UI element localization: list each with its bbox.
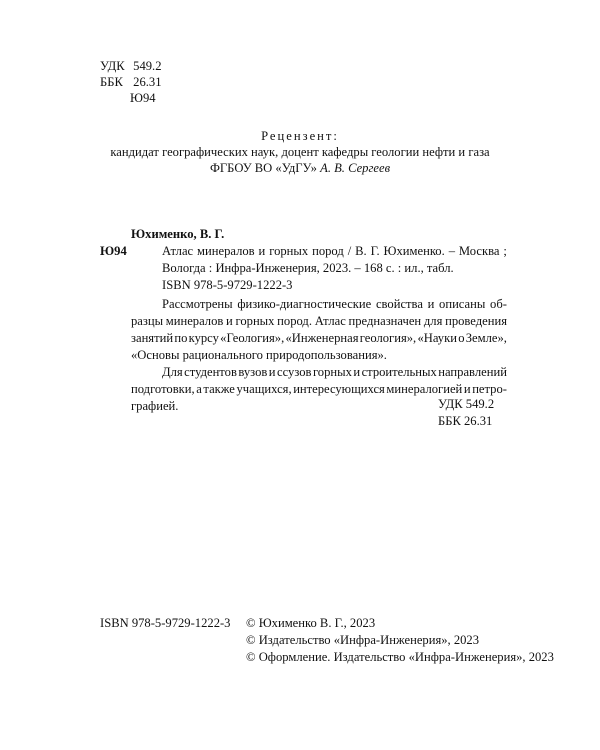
udk-label: УДК xyxy=(100,59,125,73)
annotation-line xyxy=(131,313,507,330)
word: для xyxy=(423,314,443,328)
reviewer-name: А. В. Сергеев xyxy=(320,161,391,175)
catalog-author: Юхименко, В. Г. xyxy=(131,227,225,241)
bbk-classification xyxy=(100,74,162,91)
word: вузов xyxy=(238,365,268,379)
word: пород. xyxy=(277,314,312,328)
copyright-author: © Юхименко В. Г., 2023 xyxy=(246,616,376,630)
word: занятий xyxy=(131,331,174,345)
catalog-title-line xyxy=(162,243,507,260)
catalog-publication-line: Вологда : Инфра-Инженерия, 2023. – 168 с. : ил., табл. xyxy=(162,261,454,275)
word: горных xyxy=(269,244,309,258)
word: Рассмотрены xyxy=(162,297,233,311)
word: о xyxy=(458,331,465,345)
word: разцы xyxy=(131,314,164,328)
word: предназначен xyxy=(348,314,422,328)
right-bbk: ББК 26.31 xyxy=(438,414,493,428)
annotation-line xyxy=(131,296,507,313)
word: В. xyxy=(355,244,367,258)
word: «Инженерная xyxy=(285,331,359,345)
bbk-label: ББК xyxy=(100,75,123,89)
word: также xyxy=(203,382,235,396)
word: и xyxy=(353,365,361,379)
word: свойства xyxy=(375,297,423,311)
word: и xyxy=(427,297,435,311)
word: Атлас xyxy=(314,314,346,328)
word: Для xyxy=(162,365,183,379)
word: студентов xyxy=(184,365,237,379)
word: и xyxy=(258,244,266,258)
word: горных xyxy=(235,314,275,328)
reviewer-credentials: кандидат географических наук, доцент кафедры геологии нефти и газа xyxy=(110,145,490,159)
word: по xyxy=(174,331,188,345)
word: и xyxy=(463,382,471,396)
word: описаны xyxy=(439,297,486,311)
word: минералов xyxy=(165,314,224,328)
word: интересующихся xyxy=(293,382,385,396)
word: проведения xyxy=(445,314,507,328)
word: ссузов xyxy=(277,365,312,379)
word: Атлас xyxy=(162,244,194,258)
word: Москва xyxy=(458,244,500,258)
word: графией. xyxy=(131,399,179,413)
copyright-block xyxy=(246,615,554,666)
author-mark: Ю94 xyxy=(130,91,156,105)
udk-classification xyxy=(100,58,162,75)
word: физико-диагностические xyxy=(237,297,372,311)
annotation-line xyxy=(131,330,507,347)
word: «Основы рационального природопользования». xyxy=(131,348,387,362)
right-udk: УДК 549.2 xyxy=(438,397,495,411)
word: учащихся, xyxy=(236,382,292,396)
catalog-isbn: ISBN 978-5-9729-1222-3 xyxy=(162,278,293,292)
copyright-design: © Оформление. Издательство «Инфра-Инженерия», 2023 xyxy=(246,650,554,664)
word: Г. xyxy=(370,244,380,258)
word: и xyxy=(226,314,233,328)
word: – xyxy=(448,244,455,258)
word: а xyxy=(196,382,202,396)
copyright-publisher: © Издательство «Инфра-Инженерия», 2023 xyxy=(246,633,480,647)
annotation-line xyxy=(131,364,507,381)
word: петро- xyxy=(472,382,507,396)
word: горных xyxy=(312,365,352,379)
word: ; xyxy=(503,244,507,258)
reviewer-affiliation xyxy=(0,160,600,177)
udk-value: 549.2 xyxy=(133,59,162,73)
word: пород xyxy=(312,244,344,258)
bbk-value: 26.31 xyxy=(133,75,162,89)
word: минералогией xyxy=(386,382,463,396)
footer-isbn: ISBN 978-5-9729-1222-3 xyxy=(100,616,231,630)
catalog-code: Ю94 xyxy=(100,244,127,258)
word: подготовки, xyxy=(131,382,195,396)
annotation-line xyxy=(131,347,507,364)
word: / xyxy=(347,244,352,258)
reviewer-heading: Рецензент: xyxy=(261,129,339,143)
word: об- xyxy=(490,297,507,311)
word: «Геология», xyxy=(220,331,285,345)
word: «Науки xyxy=(417,331,457,345)
word: курсу xyxy=(188,331,219,345)
word: направлений xyxy=(438,365,507,379)
word: геология», xyxy=(359,331,417,345)
word: строительных xyxy=(361,365,437,379)
reviewer-organization: ФГБОУ ВО «УдГУ» xyxy=(209,161,317,175)
word: Юхименко. xyxy=(383,244,445,258)
annotation-paragraph-1 xyxy=(131,296,507,364)
word: Земле», xyxy=(465,331,507,345)
word: минералов xyxy=(197,244,255,258)
word: и xyxy=(268,365,276,379)
